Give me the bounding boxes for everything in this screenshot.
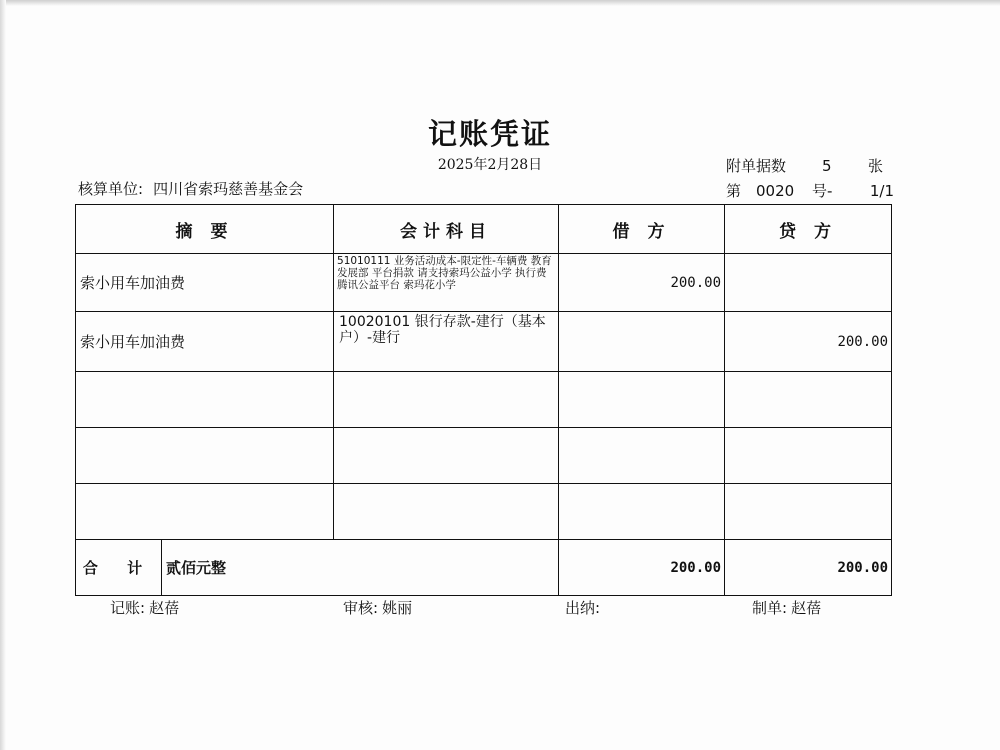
empty-row [76,372,892,428]
attachments-label: 附单据数 [726,157,787,175]
footer-cashier [565,597,604,618]
header-row [76,205,892,254]
row-subject: 10020101 银行存款-建行（基本户）-建行 [334,312,559,372]
row-credit [725,254,892,312]
cashier-label: 出纳: [565,599,601,617]
voucher-no-suffix: 号- [812,182,833,200]
bookkeeper-name: 赵蓓 [149,599,180,617]
voucher-date: 2025年2月28日 [437,157,543,173]
table-row [76,312,892,372]
attachments-count: 5 [822,157,832,175]
attachments-info [726,155,883,176]
org-label: 核算单位: [78,180,144,198]
voucher-page: 1/1 [869,182,894,200]
header-debit: 借 方 [559,205,725,254]
auditor-name: 姚丽 [382,599,413,617]
footer-preparer [752,597,821,618]
table-row [76,254,892,312]
header-summary: 摘 要 [76,205,334,254]
voucher-no-prefix: 第 [726,182,742,200]
preparer-label: 制单: [752,599,788,617]
row-summary: 索小用车加油费 [76,312,334,372]
org-name: 四川省索玛慈善基金会 [153,180,304,198]
total-amount-words: 贰佰元整 [162,540,559,596]
footer-auditor [343,597,412,618]
bookkeeper-label: 记账: [110,599,146,617]
voucher-title: 记账凭证 [427,117,552,151]
voucher-table [75,204,892,596]
row-summary: 索小用车加油费 [76,254,334,312]
total-row [76,540,892,596]
total-credit: 200.00 [725,540,892,596]
voucher-no-value: 0020 [756,182,795,200]
attachments-unit: 张 [868,157,884,175]
total-debit: 200.00 [559,540,725,596]
header-subject: 会计科目 [334,205,559,254]
preparer-name: 赵蓓 [791,599,822,617]
row-debit [559,312,725,372]
header-credit: 贷 方 [725,205,892,254]
row-subject: 51010111 业务活动成本-限定性-车辆费 教育发展部 平台捐款 请支持索玛公益小学 执行费 腾讯公益平台 索玛花小学 [334,254,559,312]
voucher-number [726,180,894,201]
org-info [78,178,303,199]
empty-row [76,484,892,540]
auditor-label: 审核: [343,599,379,617]
row-debit: 200.00 [559,254,725,312]
footer-bookkeeper [110,597,179,618]
scan-edge-top [0,0,1000,6]
total-label: 合 计 [76,540,162,596]
empty-row [76,428,892,484]
row-credit: 200.00 [725,312,892,372]
